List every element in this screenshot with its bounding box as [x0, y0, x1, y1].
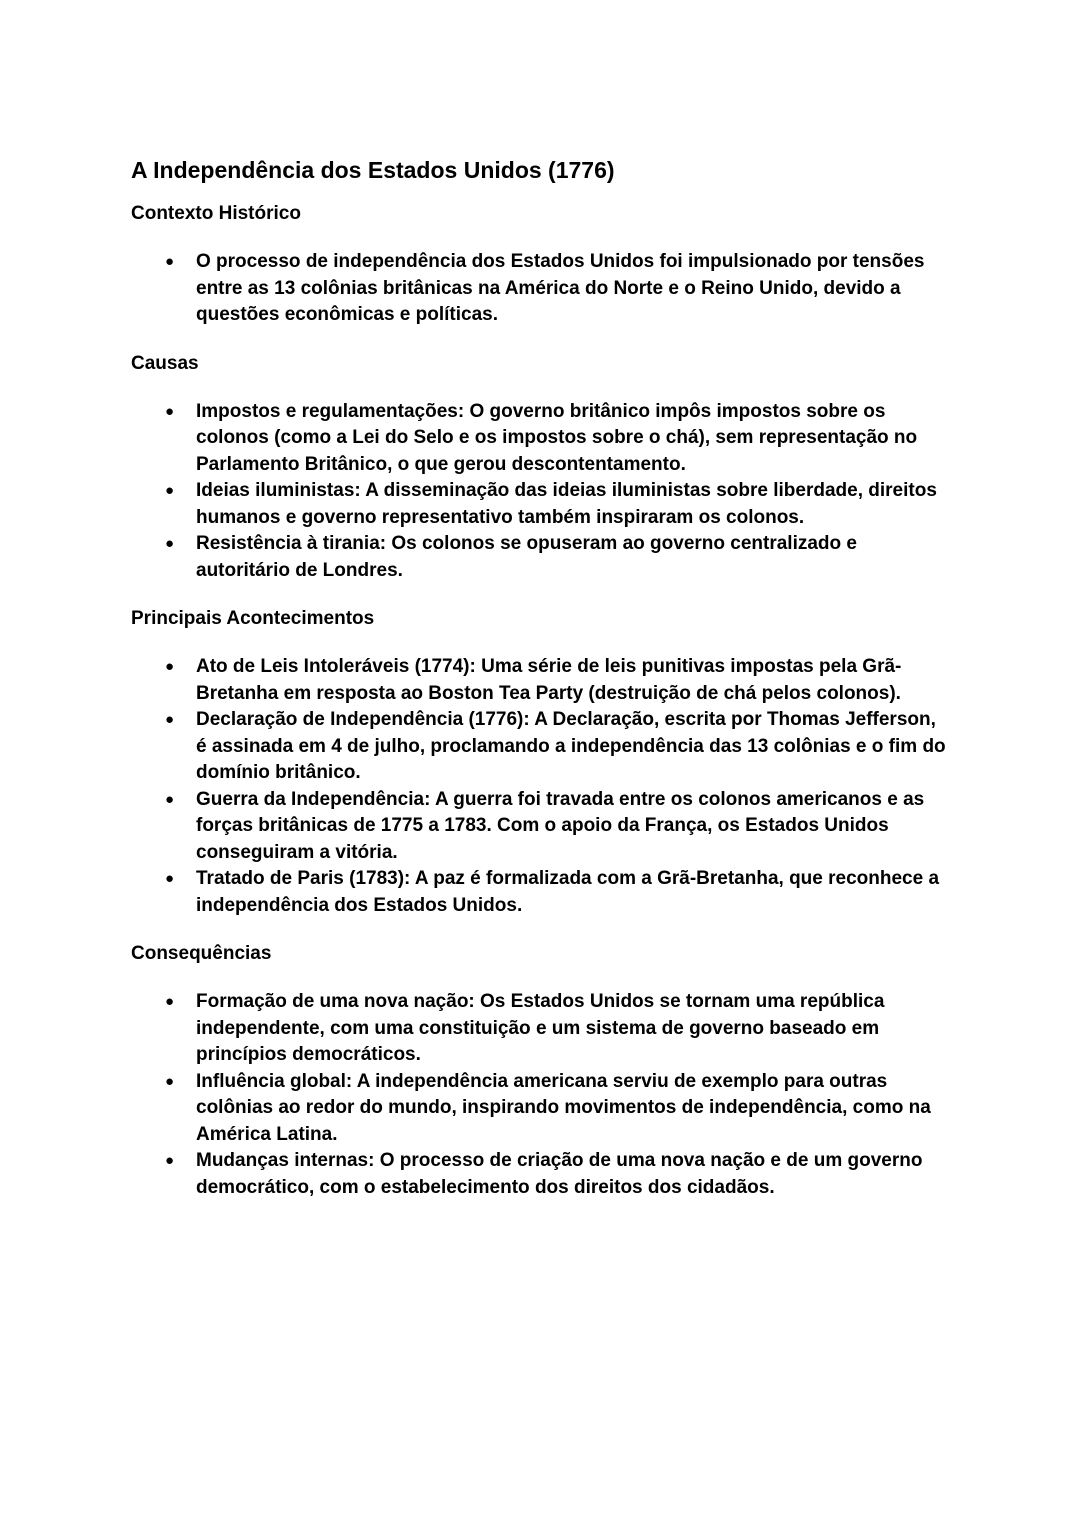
- list-item-text: Tratado de Paris (1783): A paz é formalizada com a Grã-Bretanha, que reconhece a independência dos Estados Unidos.: [196, 868, 940, 916]
- bullet-icon: ●: [165, 1072, 175, 1090]
- bullet-icon: ●: [165, 658, 175, 675]
- bullet-icon: ●: [165, 870, 175, 887]
- list-item: [165, 1148, 951, 1201]
- list-item-text: Influência global: A independência americana serviu de exemplo para outras colônias ao redor do mundo, inspirando movimentos de independência, como na América Latina.: [196, 1070, 931, 1145]
- section-heading: Principais Acontecimentos: [131, 608, 375, 629]
- list-item-text: Ideias iluministas: A disseminação das ideias iluministas sobre liberdade, direitos humanos e governo representativo também inspiraram os colonos.: [196, 480, 937, 528]
- list-item-text: Resistência à tirania: Os colonos se opuseram ao governo centralizado e autoritário de Londres.: [196, 533, 857, 581]
- bullet-icon: ●: [165, 402, 175, 420]
- list-item: [165, 787, 951, 867]
- bullet-icon: ●: [165, 1152, 175, 1169]
- bullet-icon: ●: [165, 482, 175, 499]
- bullet-list: [131, 654, 951, 919]
- list-item: [165, 989, 951, 1069]
- list-item: [165, 1069, 951, 1149]
- bullet-list: [131, 249, 951, 329]
- section-principais-acontecimentos: [131, 606, 951, 919]
- list-item: [165, 654, 951, 707]
- section-heading: Contexto Histórico: [131, 203, 301, 224]
- section-contexto-historico: [131, 201, 951, 329]
- list-item-text: Guerra da Independência: A guerra foi travada entre os colonos americanos e as forças britânicas de 1775 a 1783. Com o apoio da França, os Estados Unidos conseguiram a vitória.: [196, 788, 925, 863]
- list-item: [165, 478, 951, 531]
- bullet-icon: ●: [165, 711, 175, 728]
- list-item-text: Ato de Leis Intoleráveis (1774): Uma série de leis punitivas impostas pela Grã-Bretanha em resposta ao Boston Tea Party (destruição de chá pelos colonos).: [196, 656, 902, 704]
- bullet-icon: ●: [165, 993, 175, 1010]
- list-item: [165, 866, 951, 919]
- document-page: [131, 153, 951, 1201]
- bullet-icon: ●: [165, 790, 175, 808]
- list-item: [165, 399, 951, 479]
- section-heading: Consequências: [131, 943, 272, 964]
- list-item: [165, 531, 951, 584]
- section-heading: Causas: [131, 352, 199, 374]
- bullet-list: [131, 399, 951, 585]
- list-item-text: Formação de uma nova nação: Os Estados Unidos se tornam uma república independente, com uma constituição e um sistema de governo baseado em princípios democráticos.: [196, 991, 885, 1065]
- list-item: [165, 707, 951, 787]
- list-item: [165, 249, 951, 329]
- list-item-text: Mudanças internas: O processo de criação de uma nova nação e de um governo democrático, com o estabelecimento dos direitos dos cidadãos.: [196, 1150, 923, 1198]
- document-title: A Independência dos Estados Unidos (1776): [131, 157, 615, 183]
- list-item-text: Impostos e regulamentações: O governo britânico impôs impostos sobre os colonos (como a Lei do Selo e os impostos sobre o chá), sem representação no Parlamento Britânico, o que gerou descontentamento.: [196, 400, 918, 475]
- list-item-text: O processo de independência dos Estados Unidos foi impulsionado por tensões entre as 13 colônias britânicas na América do Norte e o Reino Unido, devido a questões econômicas e políticas.: [196, 251, 925, 325]
- bullet-icon: ●: [165, 535, 175, 552]
- list-item-text: Declaração de Independência (1776): A Declaração, escrita por Thomas Jefferson, é assinada em 4 de julho, proclamando a independência das 13 colônias e o fim do domínio britânico.: [196, 709, 946, 783]
- section-causas: [131, 351, 951, 585]
- bullet-icon: ●: [165, 253, 175, 270]
- bullet-list: [131, 989, 951, 1201]
- section-consequencias: [131, 941, 951, 1201]
